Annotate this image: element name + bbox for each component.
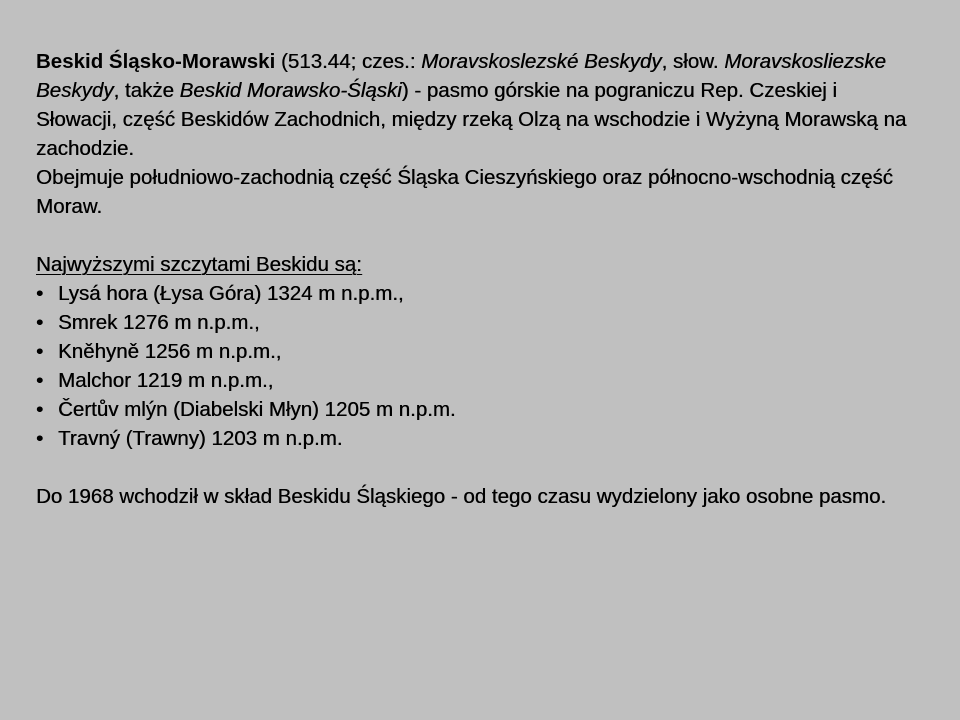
bullet-icon: • — [36, 340, 44, 363]
intro-text-1: (513.44; czes.: — [275, 50, 422, 73]
bullet-icon: • — [36, 427, 44, 450]
peak-text: Travný (Trawny) 1203 m n.p.m. — [58, 427, 343, 450]
peak-text: Smrek 1276 m n.p.m., — [58, 311, 260, 334]
peaks-heading: Najwyższymi szczytami Beskidu są: — [36, 253, 362, 276]
spacer — [36, 221, 916, 250]
peak-text: Čertův mlýn (Diabelski Młyn) 1205 m n.p.m. — [58, 398, 456, 421]
peak-item — [36, 395, 916, 424]
peak-item — [36, 337, 916, 366]
bullet-icon: • — [36, 369, 44, 392]
alternate-name: Beskid Morawsko-Śląski — [179, 79, 402, 102]
history-paragraph: Do 1968 wchodził w skład Beskidu Śląskiego - od tego czasu wydzielony jako osobne pasmo. — [36, 485, 887, 508]
intro-text-2: , słow. — [661, 50, 725, 73]
peak-text: Malchor 1219 m n.p.m., — [58, 369, 274, 392]
peak-item — [36, 308, 916, 337]
bullet-icon: • — [36, 311, 44, 334]
peak-item — [36, 366, 916, 395]
peak-text: Kněhyně 1256 m n.p.m., — [58, 340, 282, 363]
czech-name: Moravskoslezské Beskydy — [421, 50, 662, 73]
intro-text-4: ) - pasmo górskie na pograniczu Rep. Czeskiej i Słowacji, część Beskidów Zachodnich, między rzeką Olzą na wschodzie i Wyżyną Morawską na zachodzie. — [36, 79, 907, 160]
range-name: Beskid Śląsko-Morawski — [36, 50, 276, 73]
extent-paragraph: Obejmuje południowo-zachodnią część Śląska Cieszyńskiego oraz północno-wschodnią część Moraw. — [36, 166, 893, 218]
bullet-icon: • — [36, 398, 44, 421]
intro-text-3: , także — [113, 79, 180, 102]
spacer — [36, 453, 916, 482]
peak-item — [36, 424, 916, 453]
peak-item — [36, 279, 916, 308]
intro-paragraph — [36, 47, 916, 163]
peaks-list — [36, 279, 916, 453]
peak-text: Lysá hora (Łysa Góra) 1324 m n.p.m., — [58, 282, 404, 305]
slide-body — [36, 47, 916, 511]
bullet-icon: • — [36, 282, 44, 305]
slovak-name: Moravskosliezske Beskydy — [36, 50, 886, 102]
